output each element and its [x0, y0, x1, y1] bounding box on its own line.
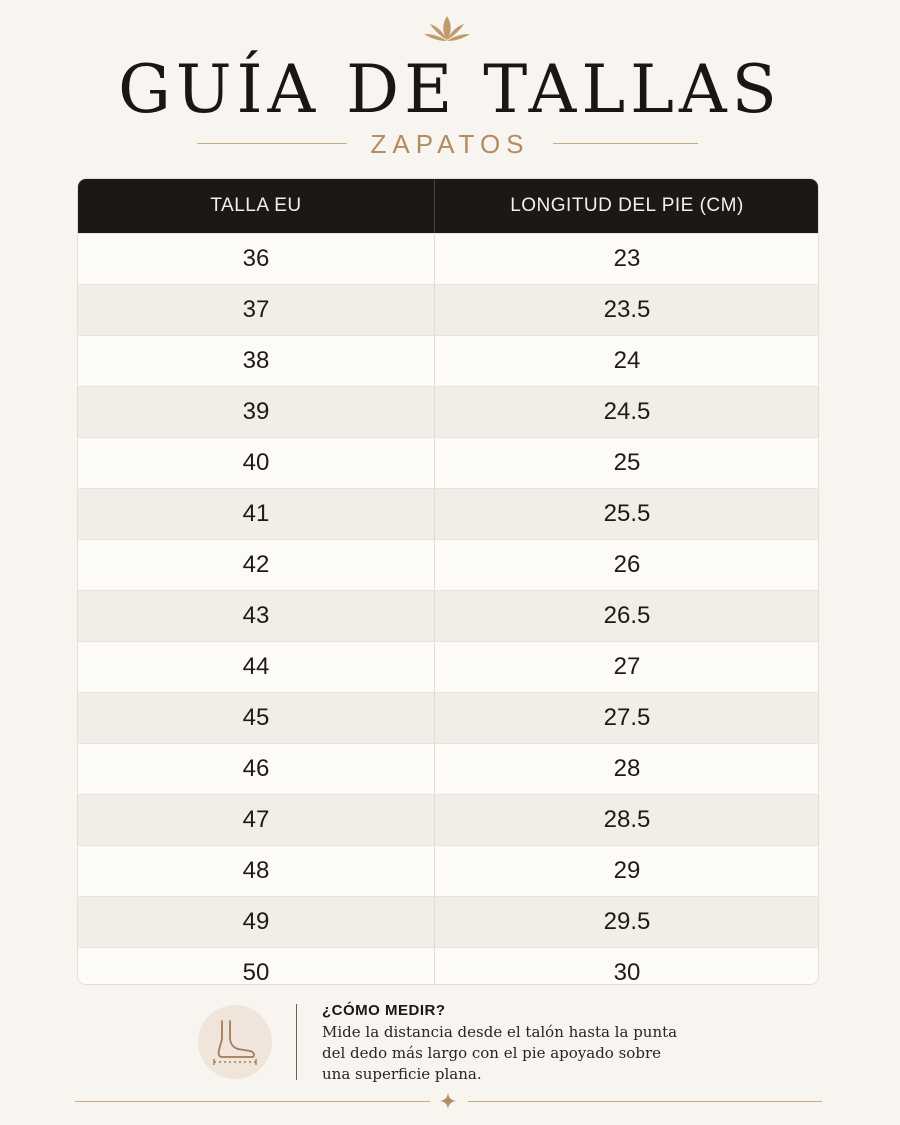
size-cell: 38	[78, 336, 435, 386]
table-row	[78, 896, 818, 947]
table-row	[78, 335, 818, 386]
size-cell: 39	[78, 387, 435, 437]
size-cell: 40	[78, 438, 435, 488]
size-cell: 47	[78, 795, 435, 845]
page-subtitle: ZAPATOS	[370, 129, 530, 159]
how-to-measure-text	[322, 1022, 682, 1085]
bottom-divider-left	[75, 1101, 430, 1102]
table-header	[78, 179, 818, 233]
length-cell: 28	[613, 755, 641, 782]
column-header-size-eu: TALLA EU	[78, 179, 435, 233]
length-cell: 27.5	[603, 704, 651, 731]
size-cell: 48	[78, 846, 435, 896]
sparkle-icon	[440, 1093, 456, 1109]
table-body	[78, 233, 818, 984]
table-row	[78, 845, 818, 896]
length-cell: 29.5	[603, 908, 651, 935]
footer-divider	[296, 1004, 297, 1080]
size-cell: 46	[78, 744, 435, 794]
length-cell: 26	[613, 551, 641, 578]
table-row	[78, 233, 818, 284]
size-cell: 50	[78, 948, 435, 984]
length-cell: 30	[613, 959, 641, 984]
foot-icon-badge	[198, 1005, 272, 1079]
table-row	[78, 641, 818, 692]
length-cell: 29	[613, 857, 641, 884]
size-cell: 43	[78, 591, 435, 641]
length-cell: 23.5	[603, 296, 651, 323]
table-row	[78, 794, 818, 845]
table-row	[78, 743, 818, 794]
how-to-measure-line: una superficie plana.	[322, 1065, 482, 1083]
column-header-foot-length: LONGITUD DEL PIE (CM)	[510, 195, 744, 216]
table-row	[78, 539, 818, 590]
how-to-measure-line: del dedo más largo con el pie apoyado sobre	[322, 1044, 661, 1062]
size-cell: 42	[78, 540, 435, 590]
table-row	[78, 590, 818, 641]
foot-measure-icon	[208, 1017, 262, 1067]
size-cell: 45	[78, 693, 435, 743]
table-row	[78, 947, 818, 984]
size-table	[78, 179, 818, 984]
page-title: GUÍA DE TALLAS	[118, 51, 782, 128]
length-cell: 25.5	[603, 500, 651, 527]
length-cell: 24	[613, 347, 641, 374]
length-cell: 25	[613, 449, 641, 476]
how-to-measure-title: ¿CÓMO MEDIR?	[322, 1002, 446, 1019]
length-cell: 28.5	[603, 806, 651, 833]
how-to-measure-line: Mide la distancia desde el talón hasta la punta	[322, 1023, 678, 1041]
length-cell: 26.5	[603, 602, 651, 629]
table-row	[78, 284, 818, 335]
size-cell: 36	[78, 234, 435, 284]
table-row	[78, 488, 818, 539]
length-cell: 27	[613, 653, 641, 680]
lotus-icon	[422, 14, 472, 46]
how-to-measure-section	[0, 996, 900, 1096]
length-cell: 24.5	[603, 398, 651, 425]
length-cell: 23	[613, 245, 641, 272]
size-cell: 44	[78, 642, 435, 692]
table-row	[78, 437, 818, 488]
subtitle-divider-right	[553, 143, 698, 144]
table-row	[78, 386, 818, 437]
subtitle-row	[0, 126, 900, 162]
bottom-divider-right	[468, 1101, 822, 1102]
size-cell: 37	[78, 285, 435, 335]
table-row	[78, 692, 818, 743]
size-cell: 49	[78, 897, 435, 947]
size-cell: 41	[78, 489, 435, 539]
